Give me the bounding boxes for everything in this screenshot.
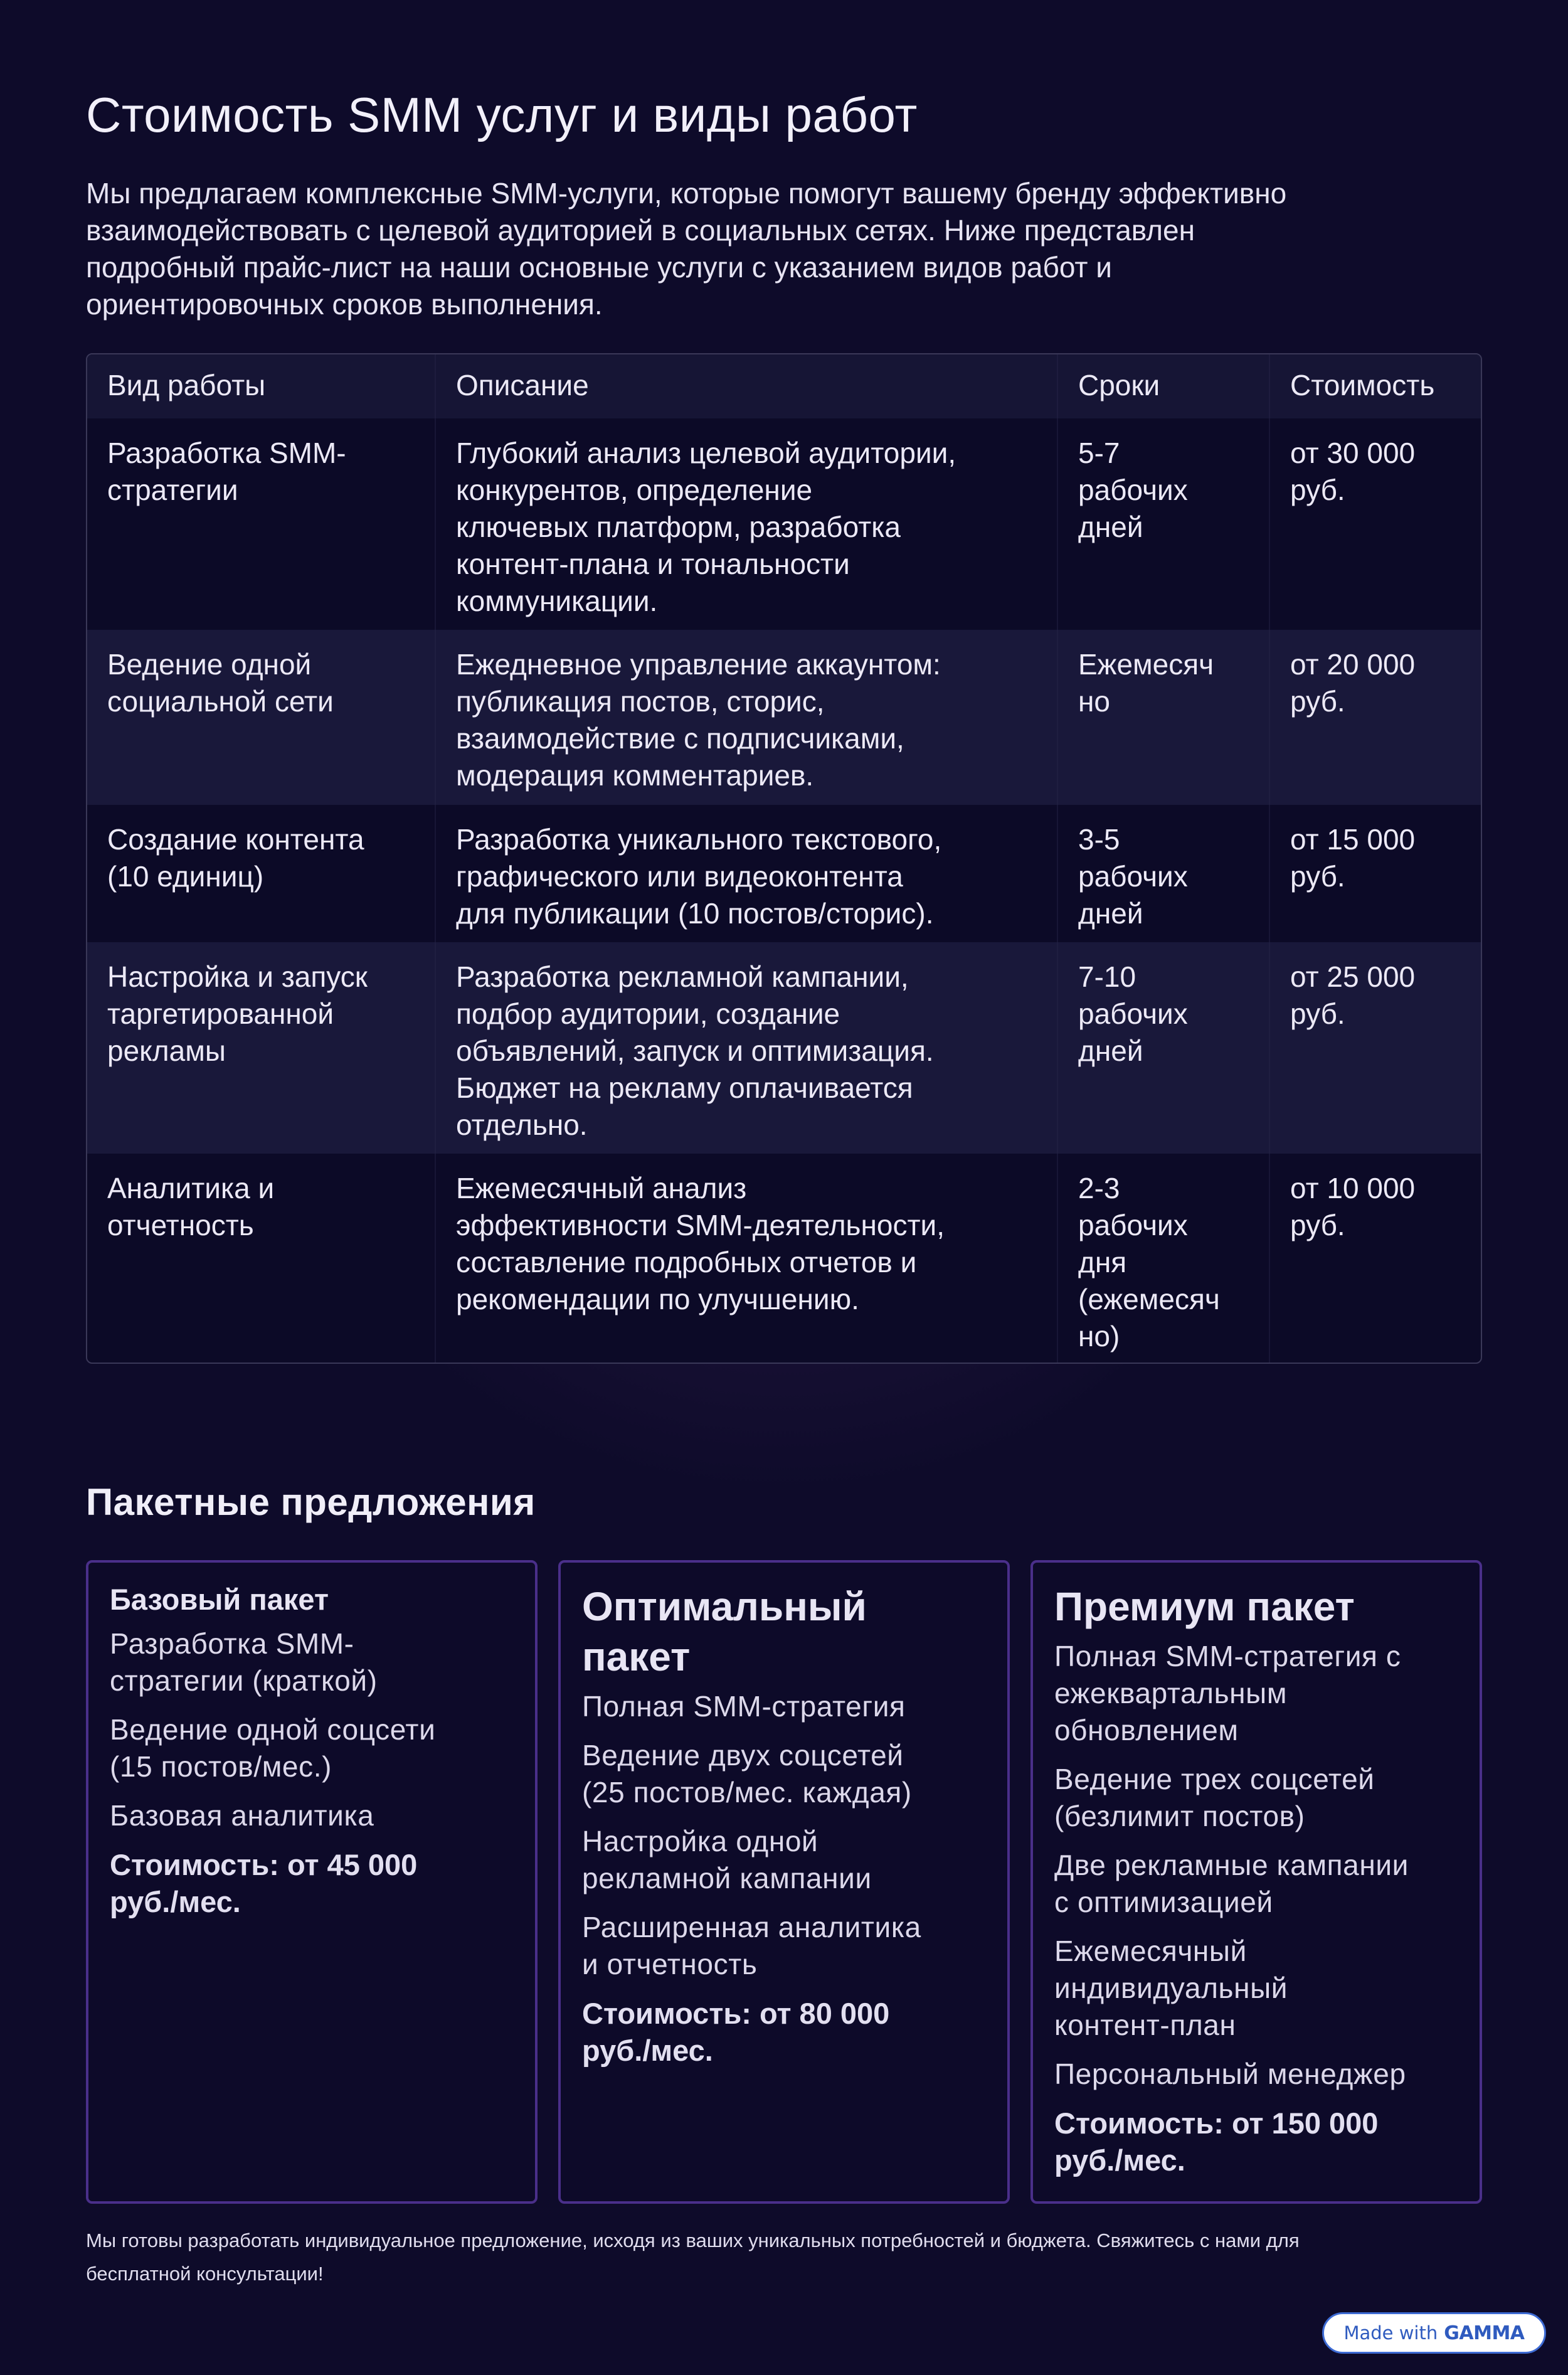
price-line: Стоимость: от 45 000 xyxy=(110,1848,418,1881)
package-item xyxy=(110,1625,514,1699)
item-line: и отчетность xyxy=(582,1948,758,1980)
cell-line: Создание контента xyxy=(107,823,364,856)
cell-line: дней xyxy=(1078,511,1143,543)
made-with-gamma-badge[interactable] xyxy=(1322,2312,1546,2354)
cell-description xyxy=(436,1154,1058,1364)
item-line: Расширенная аналитика xyxy=(582,1911,921,1943)
package-title xyxy=(582,1581,986,1682)
cell-line: руб. xyxy=(1290,1209,1345,1241)
cell-description xyxy=(436,630,1058,805)
package-item xyxy=(110,1711,514,1785)
gamma-logo: GAMMA xyxy=(1444,2322,1525,2344)
cell-line: Ежемесячный анализ xyxy=(456,1172,747,1204)
package-item xyxy=(1054,1847,1458,1921)
item-line: обновлением xyxy=(1054,1714,1239,1746)
cell-description xyxy=(436,418,1058,630)
price-line: Стоимость: от 80 000 xyxy=(582,1997,890,2030)
cell-line: объявлений, запуск и оптимизация. xyxy=(456,1034,934,1067)
header-description xyxy=(436,354,1058,418)
cell-price xyxy=(1270,418,1481,630)
item-line: Полная SMM-стратегия xyxy=(582,1690,906,1723)
cell-line: рабочих xyxy=(1078,1209,1188,1241)
item-line: контент-план xyxy=(1054,2009,1236,2041)
cell-description xyxy=(436,942,1058,1154)
cell-line: руб. xyxy=(1290,685,1345,718)
package-item xyxy=(1054,1638,1458,1749)
cell-line: 7-10 xyxy=(1078,960,1136,993)
cell-line: рабочих xyxy=(1078,474,1188,506)
cell-term xyxy=(1058,1154,1270,1364)
table-header-row xyxy=(87,354,1481,418)
item-line: Ведение одной соцсети xyxy=(110,1713,436,1746)
item-line: (15 постов/мес.) xyxy=(110,1750,332,1783)
price-line: Стоимость: от 150 000 xyxy=(1054,2107,1379,2140)
header-work xyxy=(87,354,436,418)
cell-line: Ведение одной xyxy=(107,648,312,681)
package-price xyxy=(1054,2105,1458,2179)
cell-term xyxy=(1058,805,1270,942)
cell-line: но) xyxy=(1078,1320,1120,1352)
title-line: пакет xyxy=(582,1634,691,1679)
cell-line: эффективности SMM-деятельности, xyxy=(456,1209,945,1241)
cell-line: рабочих xyxy=(1078,997,1188,1030)
package-item xyxy=(1054,1761,1458,1835)
cell-line: рабочих xyxy=(1078,860,1188,893)
item-line: Полная SMM-стратегия с xyxy=(1054,1640,1401,1672)
cell-line: дней xyxy=(1078,897,1143,930)
cell-price xyxy=(1270,1154,1481,1364)
item-line: Две рекламные кампании xyxy=(1054,1849,1409,1881)
price-line: руб./мес. xyxy=(582,2034,713,2067)
cell-line: таргетированной xyxy=(107,997,334,1030)
footer-note xyxy=(86,2224,1491,2290)
cell-line: руб. xyxy=(1290,474,1345,506)
item-line: Разработка SMM- xyxy=(110,1627,354,1660)
cell-line: Глубокий анализ целевой аудитории, xyxy=(456,437,956,469)
cell-price xyxy=(1270,942,1481,1154)
cell-line: коммуникации. xyxy=(456,585,658,617)
cell-line: руб. xyxy=(1290,997,1345,1030)
item-line: Ежемесячный xyxy=(1054,1935,1247,1967)
header-label: Сроки xyxy=(1078,369,1160,401)
cell-line: но xyxy=(1078,685,1110,718)
table-row xyxy=(87,630,1481,805)
cell-line: дня xyxy=(1078,1246,1127,1278)
cell-line: рекомендации по улучшению. xyxy=(456,1283,859,1315)
package-item xyxy=(582,1909,986,1983)
cell-line: 3-5 xyxy=(1078,823,1120,856)
badge-text: Made with xyxy=(1343,2322,1438,2344)
cell-line: социальной сети xyxy=(107,685,334,718)
cell-line: Ежемесяч xyxy=(1078,648,1214,681)
cell-work xyxy=(87,1154,436,1364)
cell-line: 2-3 xyxy=(1078,1172,1120,1204)
item-line: ежеквартальным xyxy=(1054,1677,1288,1709)
package-card-premium xyxy=(1030,1560,1482,2204)
cell-line: 5-7 xyxy=(1078,437,1120,469)
cell-line: Разработка SMM- xyxy=(107,437,346,469)
package-price xyxy=(582,1995,986,2069)
item-line: Настройка одной xyxy=(582,1825,818,1857)
cell-line: рекламы xyxy=(107,1034,226,1067)
table-row xyxy=(87,1154,1481,1364)
package-item xyxy=(1054,2056,1458,2093)
cell-line: Ежедневное управление аккаунтом: xyxy=(456,648,941,681)
price-line: руб./мес. xyxy=(1054,2144,1185,2177)
cell-line: от 20 000 xyxy=(1290,648,1416,681)
item-line: рекламной кампании xyxy=(582,1862,872,1894)
intro-line: Мы предлагаем комплексные SMM-услуги, которые помогут вашему бренду эффективно xyxy=(86,177,1287,210)
header-price xyxy=(1270,354,1481,418)
cell-line: (ежемесяч xyxy=(1078,1283,1220,1315)
package-item xyxy=(110,1797,514,1834)
cell-line: руб. xyxy=(1290,860,1345,893)
cell-work xyxy=(87,942,436,1154)
cell-line: отдельно. xyxy=(456,1108,588,1141)
cell-line: ключевых платформ, разработка xyxy=(456,511,901,543)
cell-line: контент-плана и тональности xyxy=(456,548,850,580)
intro-line: ориентировочных сроков выполнения. xyxy=(86,288,603,321)
cell-line: для публикации (10 постов/сторис). xyxy=(456,897,934,930)
footer-line: бесплатной консультации! xyxy=(86,2263,324,2285)
intro-line: взаимодействовать с целевой аудиторией в социальных сетях. Ниже представлен xyxy=(86,214,1195,247)
title-line: Оптимальный xyxy=(582,1584,867,1629)
cell-line: от 25 000 xyxy=(1290,960,1416,993)
cell-line: подбор аудитории, создание xyxy=(456,997,840,1030)
package-title: Премиум пакет xyxy=(1054,1584,1355,1629)
cell-term xyxy=(1058,418,1270,630)
cell-price xyxy=(1270,805,1481,942)
item-line: Персональный менеджер xyxy=(1054,2058,1406,2090)
cell-price xyxy=(1270,630,1481,805)
header-label: Стоимость xyxy=(1290,369,1435,401)
package-item xyxy=(582,1823,986,1897)
item-line: (25 постов/мес. каждая) xyxy=(582,1776,912,1809)
item-line: индивидуальный xyxy=(1054,1972,1288,2004)
cell-work xyxy=(87,418,436,630)
package-item xyxy=(582,1688,986,1725)
intro-paragraph xyxy=(86,175,1485,323)
cell-line: публикация постов, сторис, xyxy=(456,685,825,718)
cell-line: стратегии xyxy=(107,474,238,506)
item-line: стратегии (краткой) xyxy=(110,1664,378,1697)
package-card-basic xyxy=(86,1560,538,2204)
cell-line: отчетность xyxy=(107,1209,254,1241)
header-label: Вид работы xyxy=(107,369,266,401)
item-line: Ведение трех соцсетей xyxy=(1054,1763,1375,1795)
package-item xyxy=(582,1737,986,1811)
cell-line: от 30 000 xyxy=(1290,437,1416,469)
price-line: руб./мес. xyxy=(110,1885,241,1918)
cell-work xyxy=(87,630,436,805)
cell-line: Бюджет на рекламу оплачивается xyxy=(456,1071,913,1104)
cell-line: от 15 000 xyxy=(1290,823,1416,856)
footer-line: Мы готовы разработать индивидуальное предложение, исходя из ваших уникальных потребностей и бюджета. Свяжитесь с нами для xyxy=(86,2229,1300,2251)
item-line: Ведение двух соцсетей xyxy=(582,1739,904,1772)
page-title: Стоимость SMM услуг и виды работ xyxy=(86,87,918,142)
packages-section-title: Пакетные предложения xyxy=(86,1481,536,1523)
cell-line: Разработка уникального текстового, xyxy=(456,823,942,856)
cell-term xyxy=(1058,942,1270,1154)
package-item xyxy=(1054,1933,1458,2044)
cell-line: графического или видеоконтента xyxy=(456,860,903,893)
cell-line: Настройка и запуск xyxy=(107,960,368,993)
header-term xyxy=(1058,354,1270,418)
cell-line: составление подробных отчетов и xyxy=(456,1246,917,1278)
cell-line: Разработка рекламной кампании, xyxy=(456,960,909,993)
cell-line: взаимодействие с подписчиками, xyxy=(456,722,904,755)
cell-line: Аналитика и xyxy=(107,1172,275,1204)
cell-line: (10 единиц) xyxy=(107,860,264,893)
item-line: (безлимит постов) xyxy=(1054,1800,1305,1832)
package-card-optimal xyxy=(558,1560,1010,2204)
intro-line: подробный прайс-лист на наши основные услуги с указанием видов работ и xyxy=(86,251,1112,284)
item-line: Базовая аналитика xyxy=(110,1799,374,1832)
table-row xyxy=(87,805,1481,942)
cell-term xyxy=(1058,630,1270,805)
package-title: Базовый пакет xyxy=(110,1583,329,1616)
table-row xyxy=(87,942,1481,1154)
header-label: Описание xyxy=(456,369,589,401)
cell-line: модерация комментариев. xyxy=(456,759,814,792)
cell-line: конкурентов, определение xyxy=(456,474,813,506)
cell-line: дней xyxy=(1078,1034,1143,1067)
item-line: с оптимизацией xyxy=(1054,1886,1273,1918)
cell-description xyxy=(436,805,1058,942)
package-price xyxy=(110,1846,514,1920)
cell-line: от 10 000 xyxy=(1290,1172,1416,1204)
cell-work xyxy=(87,805,436,942)
price-table xyxy=(86,353,1482,1364)
table-row xyxy=(87,418,1481,630)
